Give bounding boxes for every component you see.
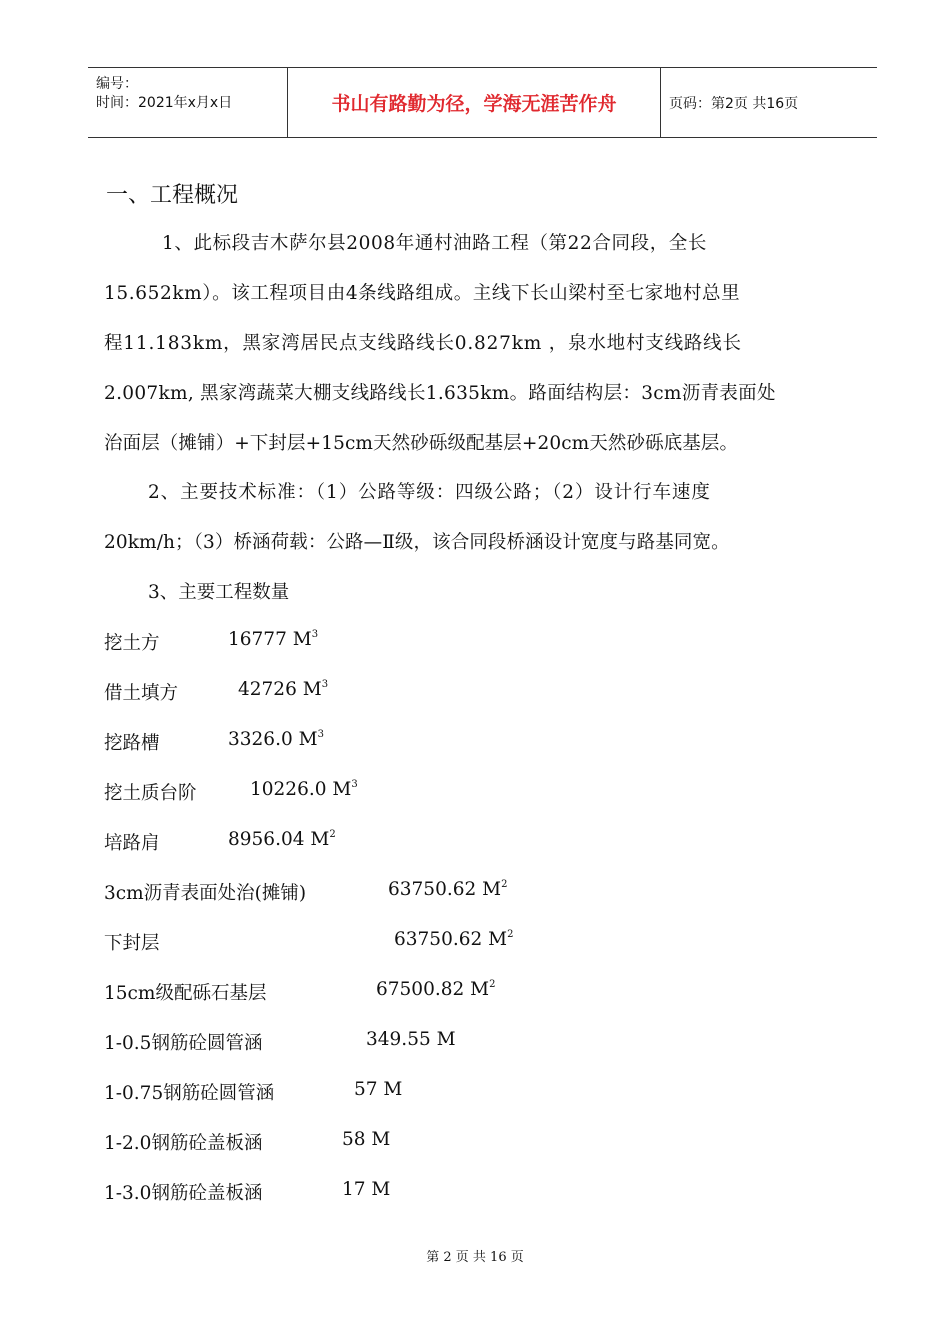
quantity-value: 58 M <box>342 1129 391 1150</box>
paragraph-line: 1、此标段吉木萨尔县2008年通村油路工程（第22合同段，全长 <box>162 233 707 254</box>
quantity-row <box>104 729 324 755</box>
quantity-value: 17 M <box>342 1179 391 1200</box>
paragraph-quantities-title <box>104 568 860 618</box>
quantity-name: 1-0.75钢筋砼圆管涵 <box>104 1083 275 1104</box>
quantity-value: 42726 M <box>238 679 322 700</box>
quantity-row <box>104 829 336 855</box>
quantity-name: 3cm沥青表面处治(摊铺) <box>104 883 307 904</box>
header-page-label: 页码：第2页 共16页 <box>669 95 799 112</box>
quantity-value: 8956.04 M <box>228 829 330 850</box>
quantity-unit-exponent: 3 <box>311 629 319 640</box>
quantity-row <box>104 1079 403 1105</box>
quantity-name: 挖土质台阶 <box>104 783 197 804</box>
page-header <box>88 67 877 138</box>
paragraph-line: 15.652km）。该工程项目由4条线路组成。主线下长山梁村至七家地村总里 <box>104 283 741 304</box>
quantity-unit-exponent: 3 <box>317 729 324 740</box>
quantity-name: 1-0.5钢筋砼圆管涵 <box>104 1033 263 1054</box>
section-title: 一、工程概况 <box>106 183 239 208</box>
quantity-name: 15cm级配砾石基层 <box>104 983 267 1004</box>
quantity-value: 63750.62 M <box>388 879 502 900</box>
quantity-value: 16777 M <box>228 629 312 650</box>
paragraph-line: 2、主要技术标准：（1）公路等级：四级公路；（2）设计行车速度 <box>148 482 711 503</box>
quantity-unit-exponent: 2 <box>489 979 496 990</box>
quantity-name: 下封层 <box>104 933 160 954</box>
quantity-row <box>104 1179 391 1205</box>
quantity-name: 培路肩 <box>104 833 160 854</box>
quantity-row <box>104 979 496 1005</box>
quantity-unit-exponent: 2 <box>507 929 514 940</box>
paragraph-line: 治面层（摊铺）+下封层+15cm天然砂砾级配基层+20cm天然砂砾底基层。 <box>104 433 739 454</box>
quantity-value: 349.55 M <box>366 1029 456 1050</box>
quantity-name: 1-3.0钢筋砼盖板涵 <box>104 1183 263 1204</box>
paragraph-standards <box>104 468 860 568</box>
quantity-value: 67500.82 M <box>376 979 490 1000</box>
paragraph-line: 程11.183km，黑家湾居民点支线路线长0.827km ，泉水地村支线路线长 <box>104 333 742 354</box>
header-time-label: 时间：2021年x月x日 <box>96 95 233 111</box>
quantity-row <box>104 879 508 905</box>
page-footer: 第 2 页 共 16 页 <box>426 1250 524 1265</box>
header-motto-cell <box>287 68 661 137</box>
quantity-value: 63750.62 M <box>394 929 508 950</box>
quantity-row <box>104 629 319 655</box>
quantity-row <box>104 679 329 705</box>
quantity-value: 3326.0 M <box>228 729 318 750</box>
paragraph-line: 3、主要工程数量 <box>148 582 290 603</box>
header-number-label: 编号： <box>96 76 138 92</box>
quantity-unit-exponent: 3 <box>351 779 358 790</box>
header-left-cell <box>88 68 287 137</box>
quantity-row <box>104 779 358 805</box>
quantity-unit-exponent: 3 <box>321 679 329 690</box>
quantity-row <box>104 1129 391 1155</box>
header-page-cell <box>661 68 877 137</box>
quantity-name: 挖路槽 <box>104 733 160 754</box>
quantity-row <box>104 929 514 955</box>
quantity-value: 10226.0 M <box>250 779 352 800</box>
quantity-unit-exponent: 2 <box>329 829 336 840</box>
paragraph-line: 20km/h；（3）桥涵荷载：公路—Ⅱ级，该合同段桥涵设计宽度与路基同宽。 <box>104 532 730 553</box>
header-motto: 书山有路勤为径，学海无涯苦作舟 <box>331 93 617 115</box>
quantity-row <box>104 1029 456 1055</box>
quantity-name: 1-2.0钢筋砼盖板涵 <box>104 1133 263 1154</box>
quantity-unit-exponent: 2 <box>501 879 508 890</box>
quantity-name: 借土填方 <box>104 683 179 704</box>
quantity-value: 57 M <box>354 1079 403 1100</box>
paragraph-line: 2.007km, 黑家湾蔬菜大棚支线路线长1.635km。路面结构层：3cm沥青表面处 <box>104 383 776 404</box>
paragraph-overview <box>104 219 860 469</box>
quantity-name: 挖土方 <box>104 633 160 654</box>
